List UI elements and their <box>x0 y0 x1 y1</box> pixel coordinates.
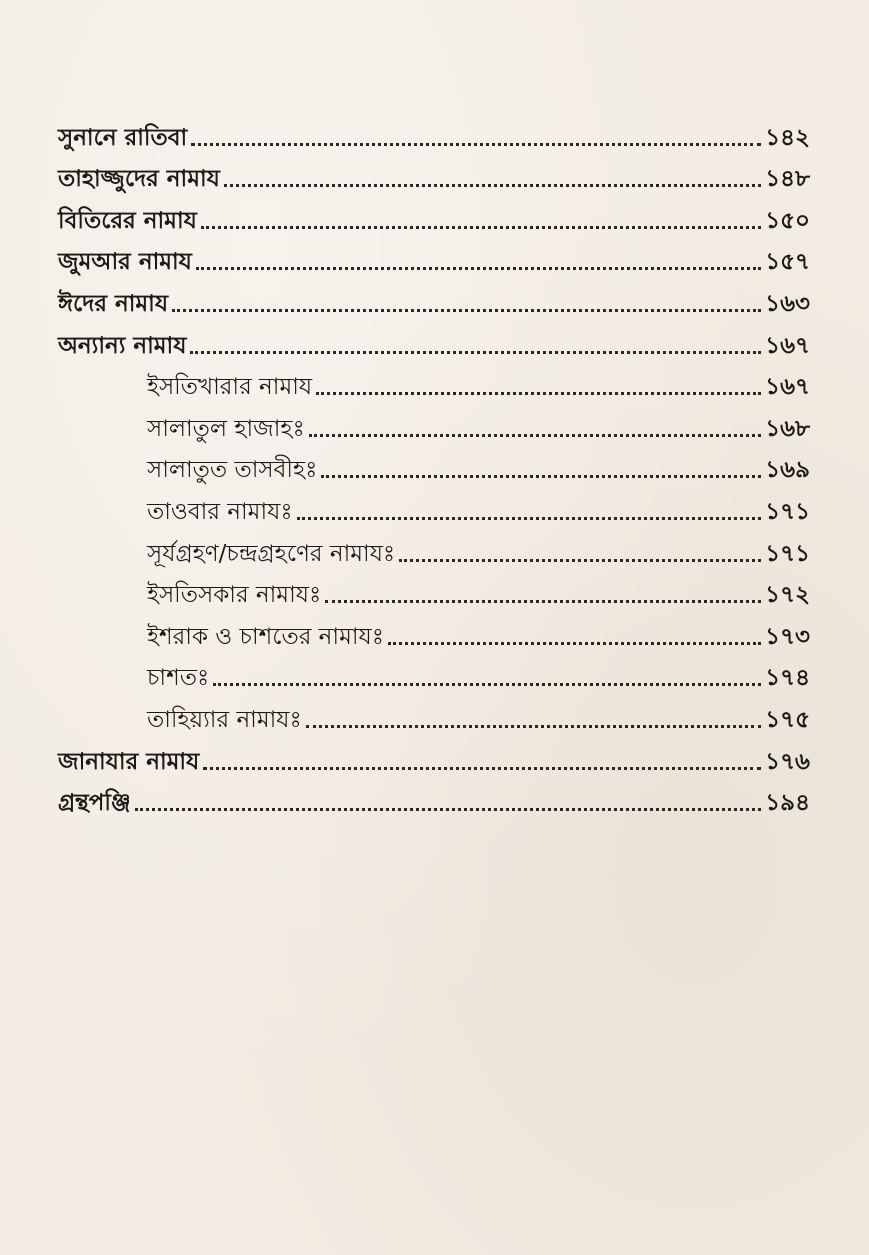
toc-entry-title: সালাতুল হাজাহঃ <box>147 415 305 442</box>
dot-leader <box>135 808 762 811</box>
toc-subentry <box>58 362 810 404</box>
toc-entry-page: ১৭১ <box>765 498 810 525</box>
toc-entry-title: চাশতঃ <box>147 665 210 692</box>
dot-leader <box>309 434 761 437</box>
toc-entry <box>58 112 810 154</box>
dot-leader <box>316 392 761 395</box>
toc-entry <box>58 736 810 778</box>
toc-entry-title: তাহাজ্জুদের নামায <box>58 166 220 193</box>
toc-entry-page: ১৬৯ <box>765 457 810 484</box>
toc-entry-page: ১৭৩ <box>765 623 810 650</box>
dot-leader <box>321 475 761 478</box>
toc-entry-page: ১৭৬ <box>765 748 810 775</box>
toc-entry-title: ঈদের নামায <box>58 290 169 317</box>
toc-subentry <box>58 528 810 570</box>
toc-subentry <box>58 694 810 736</box>
toc-entry-page: ১৯৪ <box>765 790 810 817</box>
dot-leader <box>203 767 761 770</box>
toc-subentry <box>58 403 810 445</box>
dot-leader <box>297 517 762 520</box>
toc-entry-page: ১৬৭ <box>765 332 810 359</box>
toc-entry-title: অন্যান্য নামায <box>58 332 187 359</box>
toc-entry <box>58 278 810 320</box>
dot-leader <box>325 600 761 603</box>
toc-entry-title: ইসতিখারার নামায <box>147 374 313 401</box>
toc-entry-title: সুনানে রাতিবা <box>58 124 188 151</box>
dot-leader <box>399 559 761 562</box>
toc-entry <box>58 195 810 237</box>
dot-leader <box>224 184 761 187</box>
dot-leader <box>306 725 761 728</box>
dot-leader <box>190 351 761 354</box>
toc-subentry <box>58 486 810 528</box>
toc-entry-title: ইশরাক ও চাশতের নামাযঃ <box>147 623 385 650</box>
toc-subentry <box>58 445 810 487</box>
toc-entry-page: ১৬৭ <box>765 374 810 401</box>
toc-entry-title: ইসতিসকার নামাযঃ <box>147 582 322 609</box>
toc-entry <box>58 320 810 362</box>
dot-leader <box>201 226 761 229</box>
toc-entry <box>58 778 810 820</box>
toc-entry-page: ১৪৮ <box>765 166 810 193</box>
toc-entry-page: ১৫৭ <box>765 249 810 276</box>
toc-entry <box>58 237 810 279</box>
toc-entry-title: বিতিরের নামায <box>58 207 197 234</box>
dot-leader <box>191 143 761 146</box>
dot-leader <box>388 642 761 645</box>
toc-entry-title: তাওবার নামাযঃ <box>147 498 293 525</box>
dot-leader <box>196 267 761 270</box>
toc-entry-title: জানাযার নামায <box>58 748 200 775</box>
toc-subentry <box>58 611 810 653</box>
toc-entry-page: ১৫০ <box>765 207 810 234</box>
toc-entry-page: ১৪২ <box>765 124 810 151</box>
toc-entry-title: তাহিয়্যার নামাযঃ <box>147 706 302 733</box>
toc-entry-title: সালাতুত তাসবীহঃ <box>147 457 318 484</box>
toc-entry-page: ১৭২ <box>765 582 810 609</box>
dot-leader <box>172 309 761 312</box>
toc-entry <box>58 154 810 196</box>
toc-entry-title: সূর্যগ্রহণ/চন্দ্রগ্রহণের নামাযঃ <box>147 540 396 567</box>
toc-entry-page: ১৬৩ <box>765 290 810 317</box>
toc-entry-page: ১৭৫ <box>765 706 810 733</box>
toc-entry-page: ১৬৮ <box>765 415 810 442</box>
toc-entry-page: ১৭১ <box>765 540 810 567</box>
toc-entry-title: জুমআর নামায <box>58 249 192 276</box>
toc-entry-title: গ্রন্থপঞ্জি <box>58 790 131 817</box>
table-of-contents <box>58 112 810 819</box>
dot-leader <box>213 683 761 686</box>
toc-entry-page: ১৭৪ <box>765 665 810 692</box>
toc-subentry <box>58 570 810 612</box>
toc-subentry <box>58 653 810 695</box>
